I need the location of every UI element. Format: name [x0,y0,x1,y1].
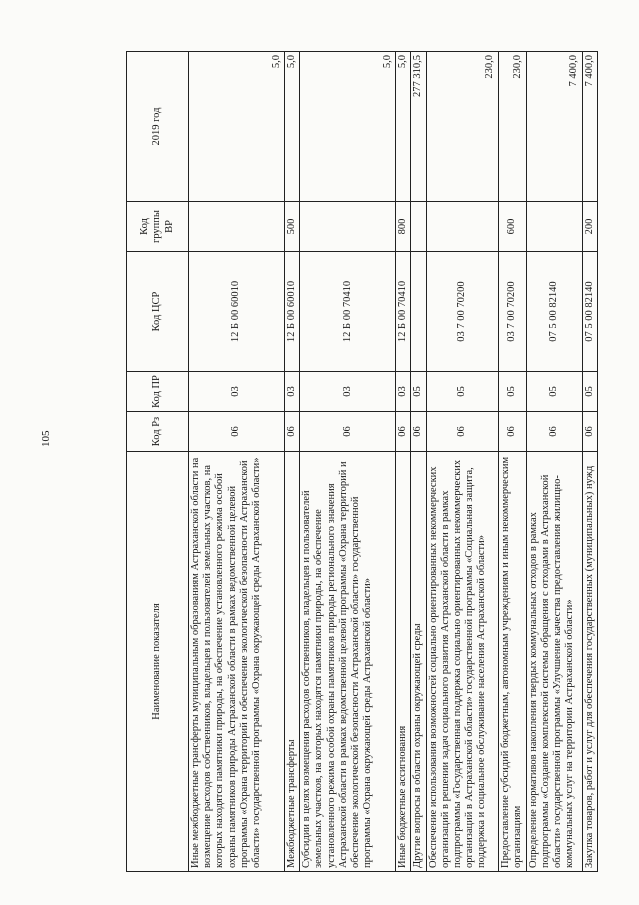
cell-pr: 03 [189,372,285,412]
cell-vr: 200 [582,202,597,252]
cell-sum: 230,0 [426,52,498,202]
cell-pr: 03 [396,372,411,412]
cell-rz: 06 [285,412,300,452]
rotated-table-container [126,52,595,872]
cell-sum: 7 400,0 [582,52,597,202]
header-csr: Код ЦСР [127,252,189,372]
cell-csr: 03 7 00 70200 [426,252,498,372]
header-vr: Код группы ВР [127,202,189,252]
cell-rz: 06 [396,412,411,452]
header-name: Наименование показателя [127,452,189,872]
cell-csr: 07 5 00 82140 [526,252,582,372]
cell-csr [411,252,426,372]
cell-name: Межбюджетные трансферты [285,452,300,872]
cell-sum: 5,0 [189,52,285,202]
cell-vr: 600 [498,202,526,252]
cell-rz: 06 [411,412,426,452]
table-row [426,52,498,872]
cell-pr: 05 [426,372,498,412]
cell-csr: 07 5 00 82140 [582,252,597,372]
cell-pr: 03 [285,372,300,412]
table-row [396,52,411,872]
cell-rz: 06 [426,412,498,452]
cell-name: Определение нормативов накопления твердых коммунальных отходов в рамках подпрограммы «Создание комплексной системы обращения с отходами в Астраханской области» государственной программы «Улучшение качества предоставления жилищно-коммунальных услуг на территории Астраханской области» [526,452,582,872]
cell-rz: 06 [300,412,396,452]
cell-rz: 06 [582,412,597,452]
cell-name: Иные бюджетные ассигнования [396,452,411,872]
cell-sum: 5,0 [300,52,396,202]
table-row [411,52,426,872]
table-row [300,52,396,872]
cell-name: Субсидии в целях возмещения расходов собственников, владельцев и пользователей земельных участков, на которых находятся памятники природы, на обеспечение установленного режима особой охраны памятников природы регионального значения Астраханской области в рамках ведомственной целевой программы «Охрана территорий и обеспечение экологической безопасности Астраханской области» государственной программы «Охрана окружающей среды Астраханской области» [300,452,396,872]
cell-vr: 500 [285,202,300,252]
header-rz: Код Рз [127,412,189,452]
cell-rz: 06 [498,412,526,452]
cell-sum: 230,0 [498,52,526,202]
cell-name: Предоставление субсидий бюджетным, автономным учреждениям и иным некоммерческим организациям [498,452,526,872]
cell-csr: 12 Б 00 70410 [300,252,396,372]
cell-name: Обеспечение использования возможностей социально ориентированных некоммерческих организаций в решении задач социального развития Астраханской области в рамках подпрограммы «Государственная поддержка социально ориентированных некоммерческих организаций в Астраханской области» государственной программы «Социальная защита, поддержка и социальное обслуживание населения Астраханской области» [426,452,498,872]
cell-pr: 05 [582,372,597,412]
table-row [526,52,582,872]
cell-csr: 12 Б 00 60010 [285,252,300,372]
cell-name: Иные межбюджетные трансферты муниципальным образованиям Астраханской области на возмещение расходов собственников, владельцев и пользователей земельных участков, на которых находятся памятники природы, на обеспечение установленного режима особой охраны памятников природы Астраханской области в рамках ведомственной целевой программы «Охрана территорий и обеспечение экологической безопасности Астраханской области» государственной программы «Охрана окружающей среды Астраханской области» [189,452,285,872]
cell-vr [300,202,396,252]
page-number: 105 [40,430,52,447]
cell-sum: 5,0 [396,52,411,202]
table-row [189,52,285,872]
cell-pr: 05 [498,372,526,412]
cell-vr [526,202,582,252]
cell-pr: 05 [526,372,582,412]
cell-rz: 06 [189,412,285,452]
cell-vr [189,202,285,252]
cell-sum: 7 400,0 [526,52,582,202]
cell-sum: 5,0 [285,52,300,202]
header-pr: Код ПР [127,372,189,412]
table-row [285,52,300,872]
cell-vr [426,202,498,252]
cell-pr: 05 [411,372,426,412]
cell-sum: 277 310,5 [411,52,426,202]
cell-vr: 800 [396,202,411,252]
table-row [582,52,597,872]
cell-pr: 03 [300,372,396,412]
header-year: 2019 год [127,52,189,202]
cell-rz: 06 [526,412,582,452]
cell-csr: 03 7 00 70200 [498,252,526,372]
cell-name: Закупка товаров, работ и услуг для обеспечения государственных (муниципальных) нужд [582,452,597,872]
cell-csr: 12 Б 00 70410 [396,252,411,372]
cell-vr [411,202,426,252]
cell-name: Другие вопросы в области охраны окружающей среды [411,452,426,872]
table-header-row [127,52,189,872]
budget-table [126,51,598,872]
cell-csr: 12 Б 00 60010 [189,252,285,372]
table-row [498,52,526,872]
